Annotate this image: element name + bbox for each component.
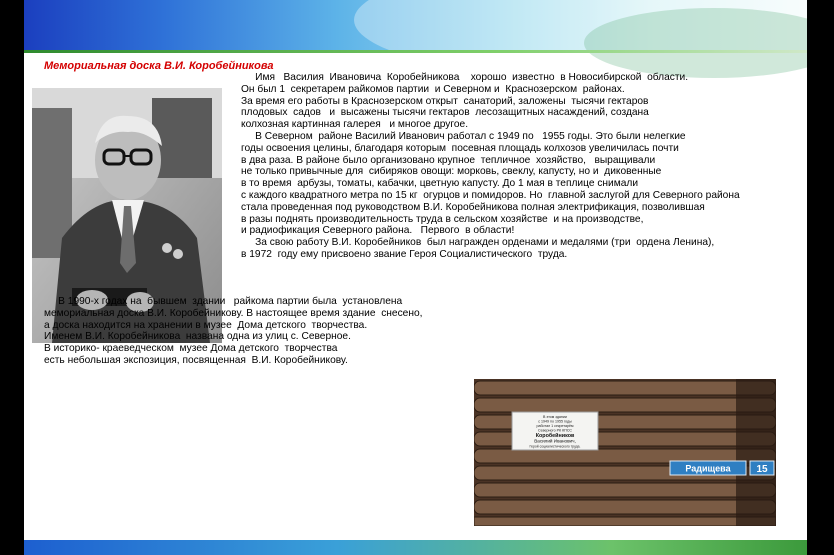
footer-bar xyxy=(24,540,807,555)
bio-line: в 1972 году ему присвоено звание Героя Социалистического труда. xyxy=(241,248,568,260)
bio-line: плодовых садов и высажены тысячи гектаров лесозащитных насаждений, создана xyxy=(241,107,649,119)
street-sign: Радищева xyxy=(685,463,731,474)
log-wall-image xyxy=(474,379,776,526)
plaque-line: Василий Иванович, xyxy=(534,438,576,444)
house-number: 15 xyxy=(756,464,768,475)
bio-line: Он был 1 секретарем райкомов партии и Северном и Краснозерском районах. xyxy=(241,83,625,95)
bio-line: колхозная картинная галерея и многое другое. xyxy=(241,119,469,131)
bio-line: За время его работы в Краснозерском открыт санаторий, заложены тысячи гектаров xyxy=(241,95,649,107)
biography-text xyxy=(241,72,801,261)
plaque-line: Северного РК КПСС xyxy=(537,428,573,433)
bio-line: с каждого квадратного метра по 15 кг огурцов и помидоров. Но главной заслугой для Северного района xyxy=(241,189,740,201)
bio-line: За свою работу В.И. Коробейников был награжден орденами и медалями (три ордена Ленина), xyxy=(241,237,715,249)
header-banner xyxy=(24,0,807,52)
bio-line: стала проведенная под руководством В.И. Коробейникова полная электрификация, позволившая xyxy=(241,201,705,213)
bio-line: В Северном районе Василий Иванович работал с 1949 по 1955 годы. Это были нелегкие xyxy=(241,130,686,142)
bio-line: в два раза. В районе было организовано крупное тепличное хозяйство, выращивали xyxy=(241,154,656,166)
plaque-line: Коробейников xyxy=(535,433,575,439)
bio-line: и радиофикация Северного района. Первого в области! xyxy=(241,225,515,237)
plaque-line: работал 1 секретарём xyxy=(536,424,574,428)
memorial-line: мемориальная доска В.И. Коробейникову. В настоящее время здание снесено, xyxy=(44,307,423,319)
memorial-line: В 1990-х годах на бывшем здании райкома партии была установлена xyxy=(44,296,403,307)
bio-line: годы освоения целины, благодаря которым посевная площадь колхозов увеличилась почти xyxy=(241,142,679,154)
plaque-photo xyxy=(474,379,776,526)
memorial-text xyxy=(44,296,484,367)
bio-line: Имя Василия Ивановича Коробейникова хорошо известно в Новосибирской области. xyxy=(241,72,689,83)
memorial-line: Именем В.И. Коробейникова названа одна из улиц с. Северное. xyxy=(44,331,351,343)
plaque-line: В этом здании xyxy=(543,415,567,419)
bio-line: в то время арбузы, томаты, кабачки, цветную капусту. До 1 мая в теплице снимали xyxy=(241,178,639,190)
bio-line: в разы поднять производительность труда в сельском хозяйстве и на производстве, xyxy=(241,213,644,225)
bio-line: не только привычные для сибиряков овощи: морковь, свеклу, капусту, но и диковенные xyxy=(241,166,662,178)
slide xyxy=(24,0,807,555)
page-title: Мемориальная доска В.И. Коробейникова xyxy=(44,60,274,72)
plaque-line: Герой социалистического труда. xyxy=(529,444,581,449)
header-divider xyxy=(24,50,807,53)
plaque-line: с 1949 по 1955 годы xyxy=(538,419,572,424)
memorial-line: есть небольшая экспозиция, посвященная В.И. Коробейникову. xyxy=(44,354,348,366)
memorial-line: В историко- краеведческом музее Дома детского творчества xyxy=(44,343,338,355)
memorial-line: а доска находится на хранении в музее Дома детского творчества. xyxy=(44,319,368,331)
